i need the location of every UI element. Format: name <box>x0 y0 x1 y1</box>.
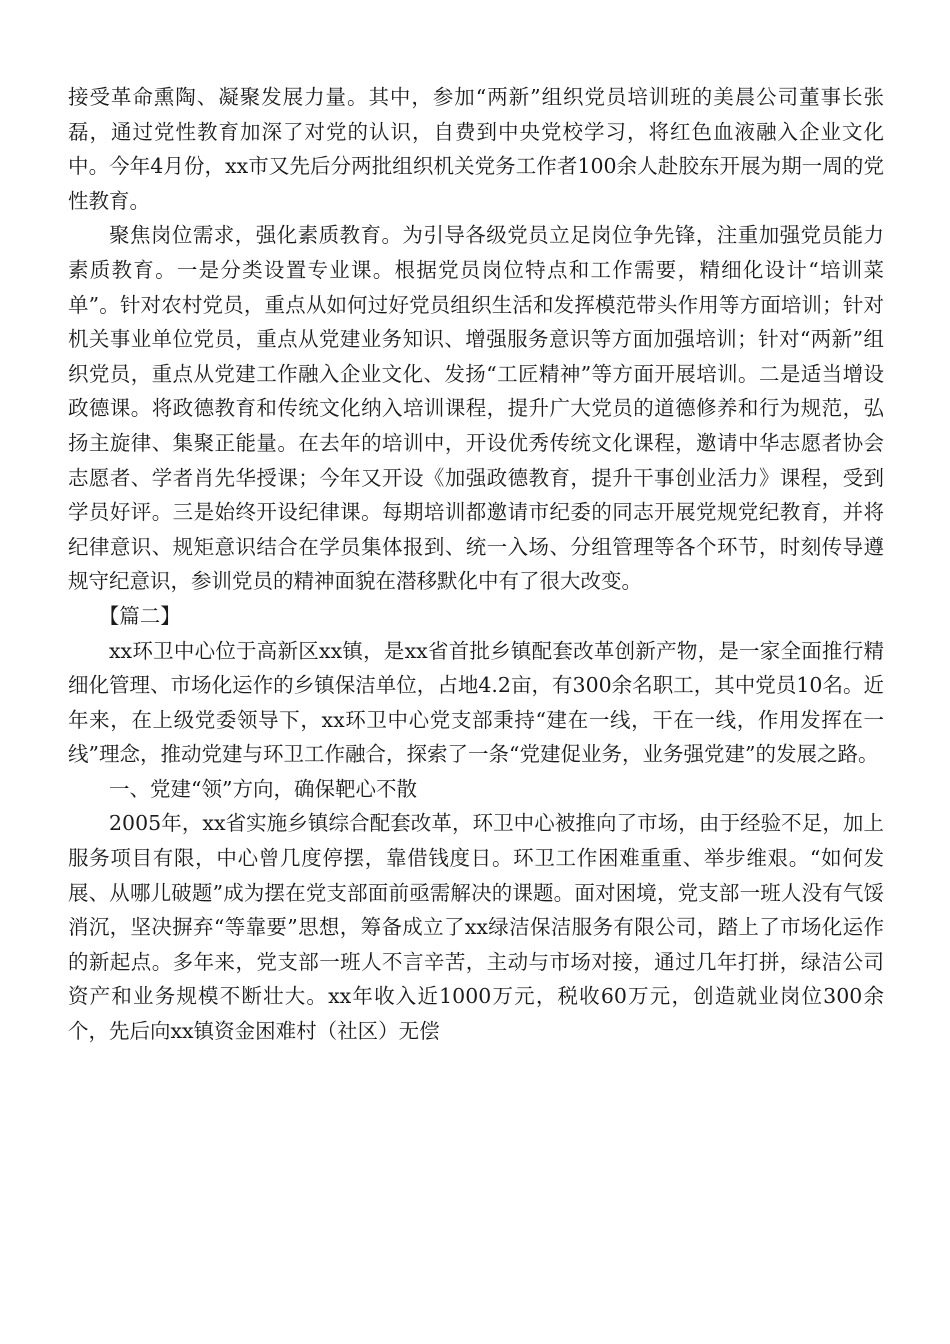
paragraph-quality-education: 聚焦岗位需求，强化素质教育。为引导各级党员立足岗位争先锋，注重加强党员能力素质教育。一是分类设置专业课。根据党员岗位特点和工作需要，精细化设计“培训菜单”。针对农村党员，重点从如何过好党员组织生活和发挥模范带头作用等方面培训；针对机关事业单位党员，重点从党建业务知识、增强服务意识等方面加强培训；针对“两新”组织党员，重点从党建工作融入企业文化、发扬“工匠精神”等方面开展培训。二是适当增设政德课。将政德教育和传统文化纳入培训课程，提升广大党员的道德修养和行为规范，弘扬主旋律、集聚正能量。在去年的培训中，开设优秀传统文化课程，邀请中华志愿者协会志愿者、学者肖先华授课；今年又开设《加强政德教育，提升干事创业活力》课程，受到学员好评。三是始终开设纪律课。每期培训都邀请市纪委的同志开展党规党纪教育，并将纪律意识、规矩意识结合在学员集体报到、统一入场、分组管理等各个环节，时刻传导遵规守纪意识，参训党员的精神面貌在潜移默化中有了很大改变。 <box>68 223 884 594</box>
paragraph-sanitation-center-intro: xx环卫中心位于高新区xx镇，是xx省首批乡镇配套改革创新产物，是一家全面推行精细化管理、市场化运作的乡镇保洁单位，占地4.2亩，有300余名职工，其中党员10名。近年来，在上级党委领导下，xx环卫中心党支部秉持“建在一线，干在一线，作用发挥在一线”理念，推动党建与环卫工作融合，探索了一条“党建促业务，业务强党建”的发展之路。 <box>68 638 884 767</box>
section-heading-part-two: 【篇二】 <box>98 603 181 628</box>
subheading-party-leads-direction: 一、党建“领”方向，确保靶心不散 <box>109 776 417 801</box>
paragraph-reform-history: 2005年，xx省实施乡镇综合配套改革，环卫中心被推向了市场，由于经验不足，加上服务项目有限，中心曾几度停摆，靠借钱度日。环卫工作困难重重、举步维艰。“如何发展、从哪儿破题”成为摆在党支部面前亟需解决的课题。面对困境，党支部一班人没有气馁消沉，坚决摒弃“等靠要”思想，筹备成立了xx绿洁保洁服务有限公司，踏上了市场化运作的新起点。多年来，党支部一班人不言辛苦，主动与市场对接，通过几年打拼，绿洁公司资产和业务规模不断壮大。xx年收入近1000万元，税收60万元，创造就业岗位300余个，先后向xx镇资金困难村（社区）无偿 <box>68 811 884 1044</box>
document-page <box>68 80 884 1049</box>
paragraph-party-education-continuation: 接受革命熏陶、凝聚发展力量。其中，参加“两新”组织党员培训班的美晨公司董事长张磊，通过党性教育加深了对党的认识，自费到中央党校学习，将红色血液融入企业文化中。今年4月份，xx市又先后分两批组织机关党务工作者100余人赴胶东开展为期一周的党性教育。 <box>68 85 884 213</box>
